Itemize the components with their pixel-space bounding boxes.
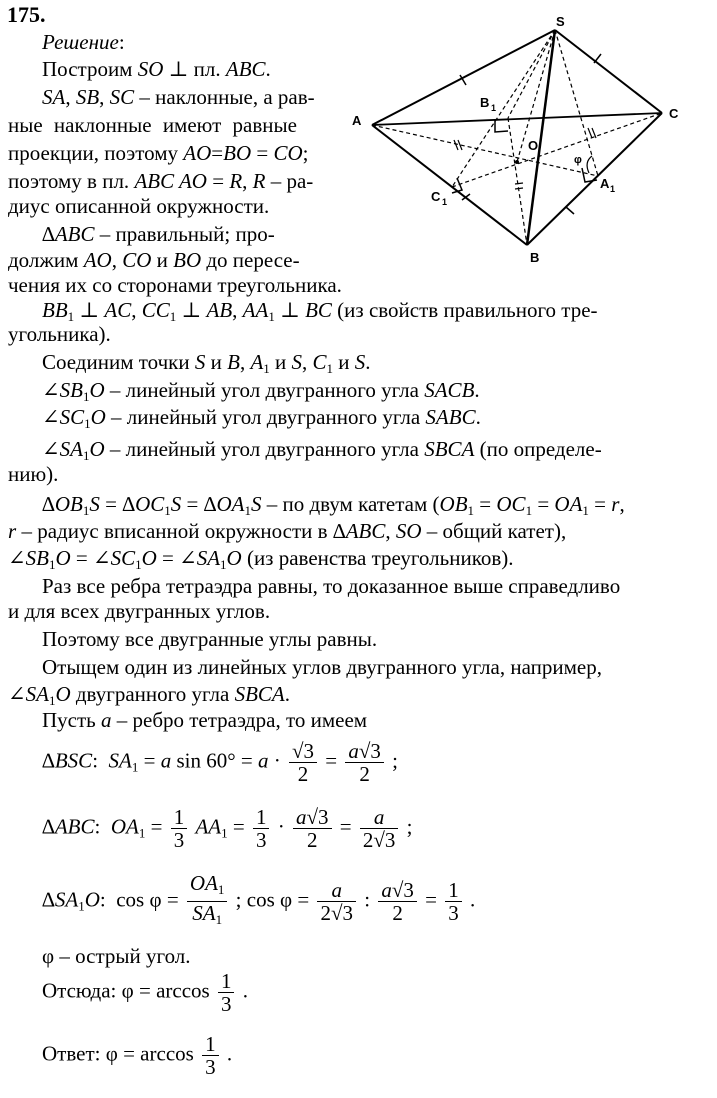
svg-text:1: 1 — [610, 184, 616, 194]
line-9: чения их со сторонами треугольника. — [8, 273, 342, 297]
label-O: O — [528, 138, 539, 153]
edge-SC — [555, 30, 662, 113]
svg-text:1: 1 — [442, 197, 448, 207]
line-3: ные наклонные имеют равные — [8, 113, 297, 137]
edge-AC — [372, 113, 662, 125]
line-20: Раз все ребра тетраэдра равны, то доказанное выше справедливо — [42, 574, 621, 598]
line-BB1 — [508, 118, 527, 245]
phi-arc — [587, 156, 592, 173]
formula-abc: ∆ABC: $OA_1$ = $\frac{1}{3}$ $AA_1$ = $\frac{1}{3}$ · $\frac{a√3}{2}$ = $\frac{a}{2√3}$ ; — [42, 805, 413, 852]
problem-number: 175. — [7, 2, 46, 27]
line-16: нию). — [8, 462, 59, 486]
label-S: S — [556, 14, 565, 29]
label-A: A — [352, 113, 362, 128]
line-23: Отыщем один из линейных углов двугранного угла, например, — [42, 655, 602, 679]
line-21: и для всех двугранных углов. — [8, 599, 271, 623]
line-8: должим AO, CO и BO до пересе- — [8, 248, 300, 272]
line-15: $\angle SA_1O$ – линейный угол двугранного угла SBCA (по определе- — [42, 437, 602, 463]
line-1: Построим SO ⊥ пл. ABC. — [42, 57, 271, 81]
line-12: Соединим точки S и B, $A_1$ и S, $C_1$ и S. — [42, 350, 371, 376]
line-SC1 — [452, 30, 555, 187]
label-A1: A — [600, 176, 610, 191]
label-B1: B — [480, 95, 490, 110]
line-2: SA, SB, SC – наклонные, а рав- — [42, 85, 315, 109]
tetrahedron-figure — [348, 8, 693, 270]
line-25: Пусть a – ребро тетраэдра, то имеем — [42, 708, 368, 732]
right-angle-A1 — [582, 168, 597, 182]
point-O — [515, 160, 519, 164]
line-19: $\angle SB_1O$ = $\angle SC_1O$ = $\angle SA_1O$ (из равенства треугольников). — [8, 546, 514, 572]
formula-hence: Отсюда: φ = arccos $\frac{1}{3}$ . — [42, 969, 248, 1016]
formula-sa1o: $\Delta SA_1O$: cos φ = $\frac{OA_1}{SA_1}$ ; cos φ = $\frac{a}{2√3}$ : $\frac{a√3}{2}$ = $\frac{1}{3}$ . — [42, 872, 475, 931]
line-10: $BB_1$ ⊥ AC, $CC_1$ ⊥ AB, $AA_1$ ⊥ BC (из свойств правильного тре- — [42, 298, 598, 324]
line-17: $\Delta OB_1S = \Delta OC_1S = \Delta OA_1S$ – по двум катетам ($OB_1 = OC_1 = OA_1 = r$, — [42, 492, 625, 518]
line-7: ∆ABC – правильный; про- — [42, 222, 275, 246]
solution-heading: Решение: — [42, 30, 125, 54]
acute-angle-note: φ – острый угол. — [42, 944, 191, 968]
label-C: C — [669, 106, 679, 121]
line-5: поэтому в пл. ABC AO = R, R – ра- — [8, 169, 314, 193]
line-13: $\angle SB_1O$ – линейный угол двугранного угла SACB. — [42, 378, 480, 404]
answer: Ответ: φ = arccos $\frac{1}{3}$ . — [42, 1032, 233, 1079]
label-C1: C — [431, 189, 441, 204]
line-14: $\angle SC_1O$ – линейный угол двугранного угла SABC. — [42, 405, 481, 431]
label-phi: φ — [574, 154, 582, 166]
edge-SA — [372, 30, 555, 125]
line-6: диус описанной окружности. — [8, 194, 270, 218]
line-4: проекции, поэтому AO=BO = CO; — [8, 141, 309, 165]
fraction-sqrt3-over-2: $\frac{√3}{2}$ — [289, 740, 317, 785]
line-11: угольника). — [8, 322, 111, 346]
line-22: Поэтому все двугранные углы равны. — [42, 627, 378, 651]
label-B: B — [530, 250, 540, 265]
line-18: r – радиус вписанной окружности в ∆ABC, SO – общий катет), — [8, 519, 567, 543]
right-angle-B1 — [495, 120, 508, 132]
formula-bsc: ∆BSC: $SA_1 = a$ sin 60° = a · $\frac{√3}{2}$ = $\frac{a√3}{2}$ ; — [42, 739, 398, 786]
line-24: $\angle SA_1O$ двугранного угла SBCA. — [8, 682, 291, 708]
svg-text:1: 1 — [491, 103, 497, 113]
fraction-a-sqrt3-over-2: $\frac{a√3}{2}$ — [345, 740, 384, 785]
